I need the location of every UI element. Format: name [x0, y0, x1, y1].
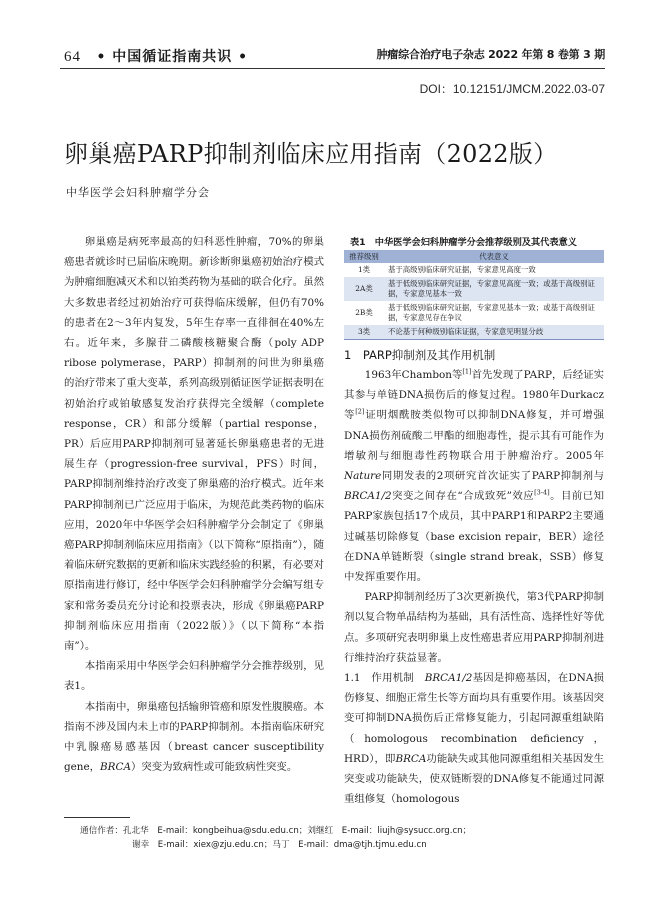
intro-paragraph-2: 本指南采用中华医学会妇科肿瘤学分会推荐级别，见表1。 — [64, 660, 324, 693]
section1-1-paragraph: 1.1 作用机制 BRCA1/2基因是抑癌基因，在DNA损伤修复、细胞正常生长等方面均具有重要作用。该基因突变可抑制DNA损伤后正常修复能力，引起同源重组缺陷（homologous recombination deficiency，HRD），即BRCA功能缺失或其他同源重组相关基因发生突变或功能缺失，使双链断裂的DNA修复不能通过同源重组修复（homologous — [344, 672, 605, 806]
journal-info: 肿瘤综合治疗电子杂志 2022 年第 8 卷第 3 期 — [376, 48, 605, 61]
gene-name: BRCA1/2 — [344, 490, 392, 503]
page-number: 64 — [64, 49, 81, 65]
section1-paragraph-1: 1963年Chambon等[1]首先发现了PARP，后经证实其参与单链DNA损伤后的修复过程。1980年Durkacz等[2]证明烟酰胺类似物可以抑制DNA修复，并可增强DNA损伤剂硫酸二甲酯的细胞毒性，提示其有可能作为增敏剂与细胞毒性药物联合用于肿瘤治疗。2005年Nature同期发表的2项研究首次证实了PARP抑制剂与BRCA1/2突变之间存在“合成致死”效应[3-4]。目前已知PARP家族包括17个成员，其中PARP1和PARP2主要通过碱基切除修复（base excision repair，BER）途径在DNA单链断裂（single strand break，SSB）修复中发挥重要作用。 — [344, 367, 605, 584]
table-cell-level: 3类 — [357, 327, 371, 336]
gene-name: BRCA1/2 — [424, 672, 473, 685]
table-row — [344, 277, 604, 301]
footnote-line-2: 谢幸 E-mail：xiex@zju.edu.cn；马丁 E-mail：dma@tjh.tjmu.edu.cn — [132, 839, 427, 850]
table-header-row — [344, 250, 604, 263]
table-header-level: 推荐级别 — [349, 252, 379, 261]
section-heading-1: 1 PARP抑制剂及其作用机制 — [344, 348, 496, 362]
correspondence-footnote — [80, 825, 471, 852]
journal-series: • 中国循证指南共识 • — [96, 49, 249, 65]
table-caption: 表1 中华医学会妇科肿瘤学分会推荐级别及其代表意义 — [350, 237, 577, 248]
journal-name: Nature — [344, 470, 382, 483]
table-row — [344, 301, 604, 325]
subsection-heading: 1.1 作用机制 — [344, 672, 415, 685]
table-row — [344, 263, 604, 277]
table-cell-meaning: 基于高级别临床研究证据，专家意见高度一致 — [388, 265, 536, 274]
table-cell-meaning: 基于低级别临床研究证据，专家意见高度一致；或基于高级别证据，专家意见基本一致 — [388, 279, 595, 298]
right-column — [344, 365, 604, 809]
citation: [3-4] — [534, 488, 550, 497]
table-cell-level: 1类 — [357, 265, 371, 274]
citation: [2] — [355, 407, 365, 416]
table-cell-level: 2B类 — [355, 308, 373, 317]
table-row — [344, 325, 604, 340]
footnote-rule — [64, 817, 130, 818]
article-title: 卵巢癌PARP抑制剂临床应用指南（2022版） — [64, 140, 558, 168]
table-cell-meaning: 不论基于何种级别临床证据，专家意见明显分歧 — [388, 327, 544, 336]
table-header-meaning: 代表意义 — [479, 252, 509, 261]
intro-paragraph-3: 本指南中，卵巢癌包括输卵管癌和原发性腹膜癌。本指南不涉及国内未上市的PARP抑制剂。本指南临床研究中乳腺癌易感基因（breast cancer susceptibility gene，BRCA）突变为致病性或可能致病性突变。 — [64, 700, 324, 774]
doi: DOI：10.12151/JMCM.2022.03-07 — [419, 82, 605, 96]
running-header-left — [64, 46, 248, 66]
footnote-line-1: 通信作者：孔北华 E-mail：kongbeihua@sdu.edu.cn；刘继红 E-mail：liujh@sysucc.org.cn； — [80, 826, 472, 836]
gene-name: BRCA — [100, 761, 131, 774]
header-rule — [60, 68, 605, 69]
table-cell-level: 2A类 — [355, 284, 373, 293]
table-1 — [344, 234, 604, 340]
gene-name: BRCA — [395, 752, 427, 765]
citation: [1] — [462, 367, 472, 376]
recommendation-table — [344, 250, 604, 340]
table-cell-meaning: 基于低级别临床研究证据，专家意见基本一致；或基于高级别证据，专家意见存在争议 — [388, 303, 595, 322]
left-column — [64, 232, 324, 777]
intro-paragraph-1: 卵巢癌是病死率最高的妇科恶性肿瘤，70%的卵巢癌患者就诊时已届临床晚期。新诊断卵巢癌初始治疗模式为肿瘤细胞减灭术和以铂类药物为基础的联合化疗。虽然大多数患者经过初始治疗可获得临床缓解，但仍有70%的患者在2～3年内复发，5年生存率一直徘徊在40%左右。近年来，多腺苷二磷酸核糖聚合酶（poly ADP ribose polymerase，PARP）抑制剂的问世为卵巢癌的治疗带来了重大变革，系列高级别循证医学证据表明在初始治疗或铂敏感复发治疗获得完全缓解（complete response，CR）和部分缓解（partial response，PR）后应用PARP抑制剂可显著延长卵巢癌患者的无进展生存（progression-free survival，PFS）时间，PARP抑制剂维持治疗改变了卵巢癌的治疗模式。近年来PARP抑制剂已广泛应用于临床，为规范此类药物的临床应用，2020年中华医学会妇科肿瘤学分会制定了《卵巢癌PARP抑制剂临床应用指南》（以下简称“原指南”），随着临床研究数据的更新和临床实践经验的积累，有必要对原指南进行修订，经中华医学会妇科肿瘤学分会编写组专家和常务委员充分讨论和投票表决，形成《卵巢癌PARP抑制剂临床应用指南（2022版）》（以下简称“本指南”）。 — [64, 236, 324, 653]
authors: 中华医学会妇科肿瘤学分会 — [66, 186, 210, 199]
section1-paragraph-2: PARP抑制剂经历了3次更新换代，第3代PARP抑制剂以复合物单晶结构为基础，具有活性高、选择性好等优点。多项研究表明卵巢上皮性癌患者应用PARP抑制剂进行维持治疗获益显著。 — [344, 591, 604, 664]
